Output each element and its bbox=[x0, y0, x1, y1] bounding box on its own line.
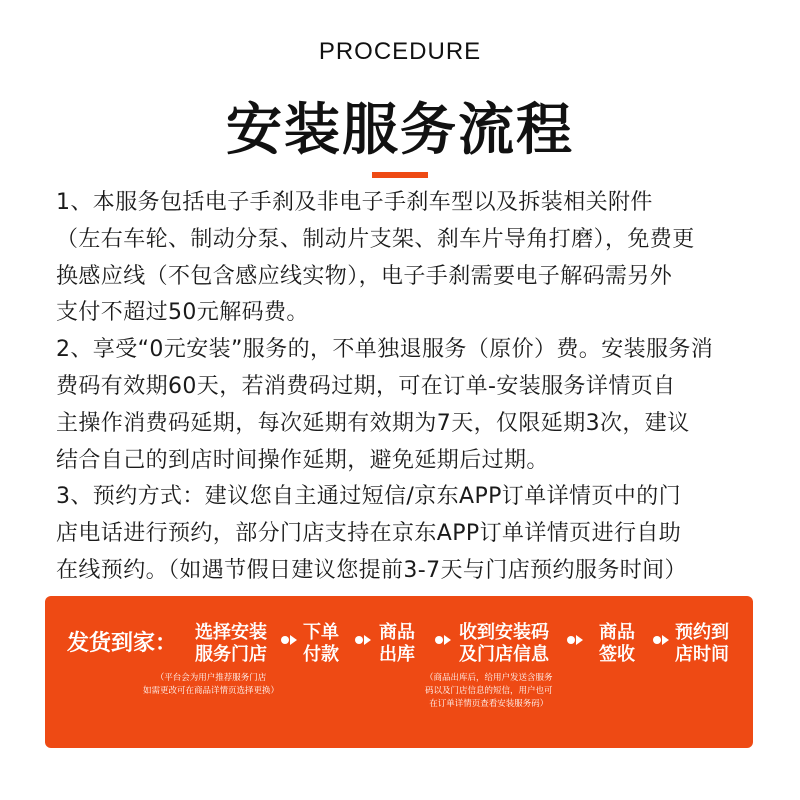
text-line: 费码有效期60天，若消费码过期，可在订单-安装服务详情页自 bbox=[56, 373, 676, 399]
note-line: （平台会为用户推荐服务门店 bbox=[155, 673, 267, 683]
flow-step-signed bbox=[599, 622, 635, 666]
note-line: 码以及门店信息的短信，用户也可 bbox=[425, 686, 553, 696]
flow-step-select-store bbox=[195, 622, 267, 666]
step-line: 签收 bbox=[599, 644, 635, 665]
text-line: 支付不超过50元解码费。 bbox=[56, 300, 309, 326]
note-line: （商品出库后，给用户发送含服务 bbox=[425, 673, 553, 683]
step-line: 收到安装码 bbox=[459, 622, 549, 643]
step-line: 及门店信息 bbox=[459, 644, 549, 665]
text-line: 结合自己的到店时间操作延期，避免延期后过期。 bbox=[56, 447, 549, 473]
page-title: 安装服务流程 bbox=[226, 98, 574, 163]
procedure-subtitle: PROCEDURE bbox=[318, 38, 482, 65]
title-underline bbox=[372, 172, 428, 178]
note-line: 在订单详情页查看安装服务码） bbox=[429, 699, 549, 709]
arrow-right-icon bbox=[653, 634, 671, 646]
step-line: 付款 bbox=[303, 644, 339, 665]
flow-step-book-time bbox=[675, 622, 729, 666]
step-line: 选择安装 bbox=[195, 622, 267, 643]
arrow-right-icon bbox=[435, 634, 453, 646]
text-line: 在线预约。（如遇节假日建议您提前3-7天与门店预约服务时间） bbox=[56, 557, 687, 583]
flow-step-place-order bbox=[303, 622, 339, 666]
arrow-right-icon bbox=[355, 634, 373, 646]
paragraph-1 bbox=[56, 185, 756, 332]
paragraph-2 bbox=[56, 332, 756, 479]
text-line: 1、本服务包括电子手刹及非电子手刹车型以及拆装相关附件 bbox=[56, 190, 653, 215]
paragraph-3 bbox=[56, 479, 756, 589]
step-line: 服务门店 bbox=[195, 644, 267, 665]
text-line: 店电话进行预约，部分门店支持在京东APP订单详情页进行自助 bbox=[56, 521, 682, 547]
arrow-right-icon bbox=[567, 634, 585, 646]
text-line: 3、预约方式：建议您自主通过短信/京东APP订单详情页中的门 bbox=[56, 484, 681, 510]
text-line: 主操作消费码延期，每次延期有效期为7天，仅限延期3次，建议 bbox=[56, 410, 690, 436]
step-line: 店时间 bbox=[675, 644, 729, 665]
flow-label: 发货到家： bbox=[67, 631, 178, 656]
text-line: 换感应线（不包含感应线实物），电子手刹需要电子解码需另外 bbox=[56, 263, 673, 289]
step-line: 预约到 bbox=[675, 622, 729, 643]
step-line: 出库 bbox=[379, 644, 415, 665]
note-line: 如需更改可在商品详情页选择更换） bbox=[143, 686, 280, 696]
flow-note-code bbox=[425, 672, 553, 711]
step-line: 商品 bbox=[379, 622, 415, 643]
service-description bbox=[56, 185, 756, 590]
step-line: 下单 bbox=[303, 622, 339, 643]
flow-step-shipped bbox=[379, 622, 415, 666]
flow-step-receive-code bbox=[459, 622, 549, 666]
step-line: 商品 bbox=[599, 622, 635, 643]
delivery-flow-panel bbox=[45, 596, 753, 748]
text-line: 2、享受“0元安装”服务的，不单独退服务（原价）费。安装服务消 bbox=[56, 337, 714, 363]
flow-note-store bbox=[143, 672, 279, 698]
text-line: （左右车轮、制动分泵、制动片支架、刹车片导角打磨），免费更 bbox=[56, 226, 695, 252]
arrow-right-icon bbox=[281, 634, 299, 646]
